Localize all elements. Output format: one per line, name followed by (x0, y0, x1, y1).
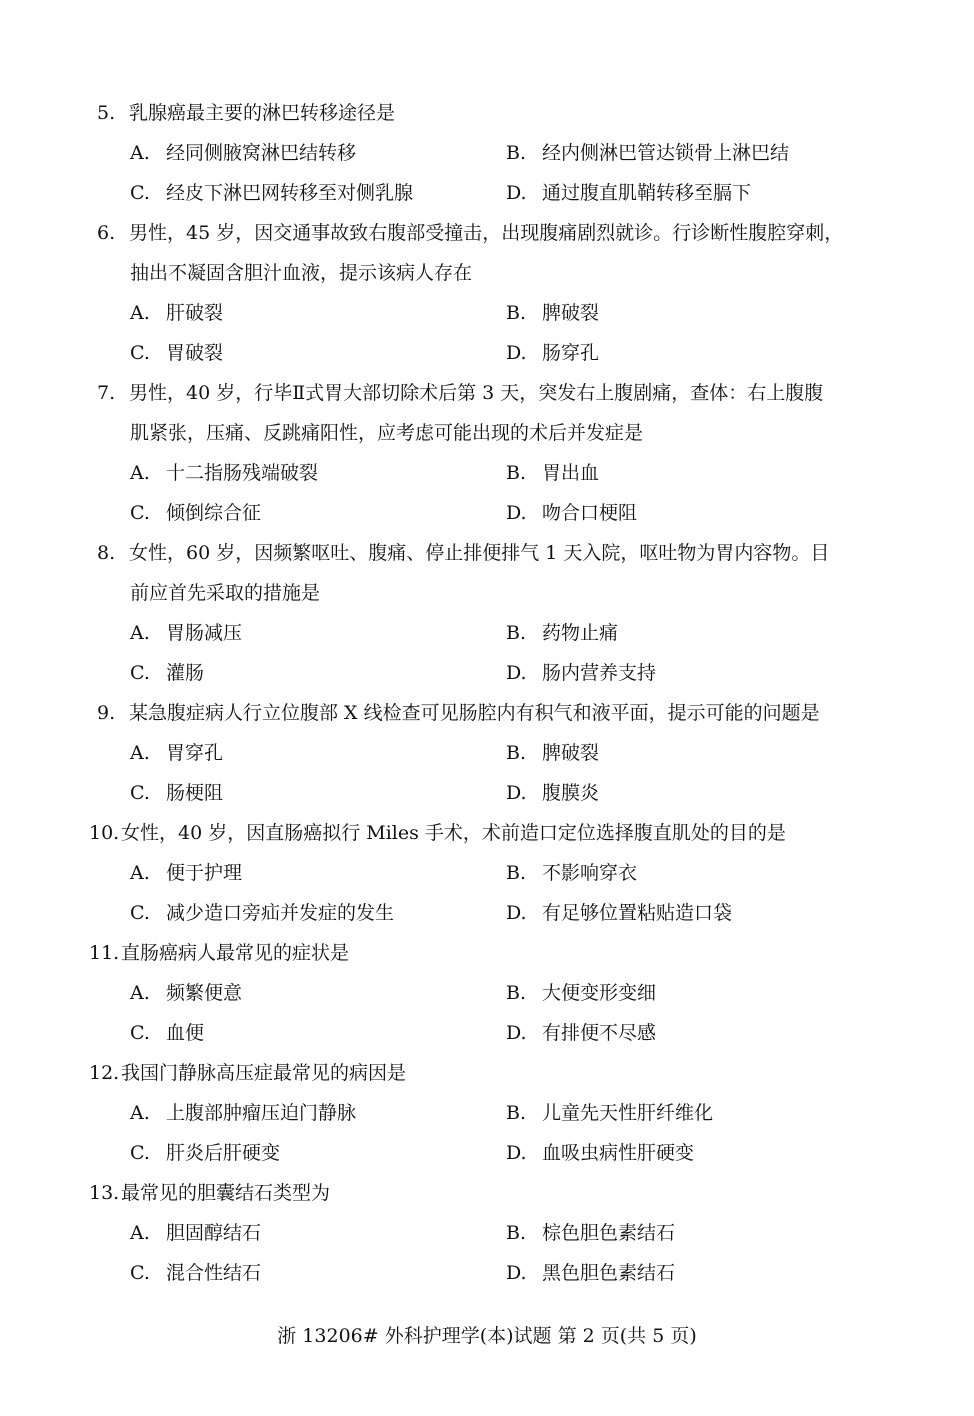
question-stem-continuation (0, 253, 974, 293)
options-row (0, 133, 974, 173)
question-text: 男性，45 岁，因交通事故致右腹部受撞击，出现腹痛剧烈就诊。行诊断性腹腔穿刺， (129, 222, 844, 244)
question-stem-continuation (0, 573, 974, 613)
option-text: 通过腹直肌鞘转移至膈下 (542, 182, 752, 204)
option-letter: D. (506, 342, 527, 364)
question-block (0, 533, 974, 693)
options-row (0, 293, 974, 333)
options-row (0, 1253, 974, 1293)
question-stem (0, 373, 974, 413)
option-text: 血吸虫病性肝硬变 (542, 1142, 695, 1164)
option-letter: C. (130, 182, 150, 204)
question-number: 12. (89, 1062, 120, 1084)
option-text: 棕色胆色素结石 (542, 1222, 676, 1244)
options-row (0, 733, 974, 773)
answer-option (506, 893, 732, 933)
option-letter: C. (130, 1262, 150, 1284)
option-text: 胃出血 (542, 462, 600, 484)
answer-option (130, 893, 394, 933)
option-text: 大便变形变细 (542, 982, 657, 1004)
answer-option (130, 173, 413, 213)
question-block (0, 933, 974, 1053)
options-row (0, 653, 974, 693)
option-text: 药物止痛 (542, 622, 619, 644)
option-letter: D. (506, 1142, 527, 1164)
question-number: 9. (97, 702, 116, 724)
question-block (0, 1173, 974, 1293)
answer-option (506, 493, 637, 533)
question-text: 我国门静脉高压症最常见的病因是 (121, 1062, 407, 1084)
option-letter: D. (506, 182, 527, 204)
option-letter: A. (130, 1102, 150, 1124)
option-letter: D. (506, 782, 527, 804)
question-text: 女性，40 岁，因直肠癌拟行 Miles 手术，术前造口定位选择腹直肌处的目的是 (121, 822, 786, 844)
question-number: 5. (97, 102, 116, 124)
question-stem (0, 213, 974, 253)
answer-option (506, 1013, 656, 1053)
option-text: 便于护理 (166, 862, 243, 884)
answer-option (506, 453, 599, 493)
question-stem (0, 933, 974, 973)
option-text: 上腹部肿瘤压迫门静脉 (166, 1102, 357, 1124)
options-row (0, 173, 974, 213)
answer-option (130, 613, 242, 653)
option-text: 胃肠减压 (166, 622, 243, 644)
question-list (0, 93, 974, 1293)
options-row (0, 613, 974, 653)
question-stem-continuation (0, 413, 974, 453)
question-stem (0, 813, 974, 853)
answer-option (506, 733, 599, 773)
option-letter: B. (506, 462, 527, 484)
question-stem (0, 693, 974, 733)
answer-option (130, 1253, 261, 1293)
question-number: 10. (89, 822, 120, 844)
options-row (0, 1013, 974, 1053)
option-text: 倾倒综合征 (166, 502, 262, 524)
answer-option (130, 293, 223, 333)
option-text: 不影响穿衣 (542, 862, 638, 884)
options-row (0, 1133, 974, 1173)
option-letter: C. (130, 342, 150, 364)
option-letter: C. (130, 662, 150, 684)
option-letter: B. (506, 982, 527, 1004)
option-letter: A. (130, 302, 150, 324)
option-text: 肝炎后肝硬变 (166, 1142, 281, 1164)
answer-option (130, 773, 223, 813)
answer-option (130, 973, 242, 1013)
option-letter: A. (130, 622, 150, 644)
option-text: 肠穿孔 (542, 342, 600, 364)
option-letter: D. (506, 662, 527, 684)
option-text: 频繁便意 (166, 982, 243, 1004)
option-letter: C. (130, 1022, 150, 1044)
option-text: 血便 (166, 1022, 205, 1044)
option-text: 经同侧腋窝淋巴结转移 (166, 142, 357, 164)
options-row (0, 1093, 974, 1133)
option-text: 有足够位置粘贴造口袋 (542, 902, 733, 924)
option-letter: B. (506, 742, 527, 764)
options-row (0, 773, 974, 813)
option-letter: C. (130, 502, 150, 524)
option-text: 胆固醇结石 (166, 1222, 262, 1244)
question-text: 肌紧张，压痛、反跳痛阳性，应考虑可能出现的术后并发症是 (130, 422, 644, 444)
option-text: 灌肠 (166, 662, 205, 684)
question-stem (0, 533, 974, 573)
answer-option (130, 333, 223, 373)
option-letter: C. (130, 782, 150, 804)
question-stem (0, 1173, 974, 1213)
answer-option (130, 133, 356, 173)
answer-option (506, 333, 599, 373)
answer-option (506, 1093, 713, 1133)
answer-option (506, 853, 637, 893)
question-text: 前应首先采取的措施是 (130, 582, 321, 604)
option-text: 胃穿孔 (166, 742, 224, 764)
answer-option (130, 733, 223, 773)
option-text: 儿童先天性肝纤维化 (542, 1102, 714, 1124)
answer-option (506, 1213, 675, 1253)
option-letter: D. (506, 502, 527, 524)
option-text: 混合性结石 (166, 1262, 262, 1284)
option-text: 吻合口梗阻 (542, 502, 638, 524)
question-number: 7. (97, 382, 116, 404)
answer-option (130, 493, 261, 533)
option-letter: D. (506, 902, 527, 924)
question-block (0, 213, 974, 373)
answer-option (506, 133, 789, 173)
options-row (0, 333, 974, 373)
question-number: 6. (97, 222, 116, 244)
question-number: 8. (97, 542, 116, 564)
question-text: 抽出不凝固含胆汁血液，提示该病人存在 (130, 262, 473, 284)
options-row (0, 853, 974, 893)
option-text: 肠内营养支持 (542, 662, 657, 684)
question-stem (0, 1053, 974, 1093)
options-row (0, 453, 974, 493)
option-text: 有排便不尽感 (542, 1022, 657, 1044)
option-text: 十二指肠残端破裂 (166, 462, 319, 484)
option-letter: B. (506, 862, 527, 884)
answer-option (506, 293, 599, 333)
question-text: 某急腹症病人行立位腹部 X 线检查可见肠腔内有积气和液平面，提示可能的问题是 (129, 702, 820, 724)
option-text: 减少造口旁疝并发症的发生 (166, 902, 395, 924)
option-letter: D. (506, 1262, 527, 1284)
option-letter: B. (506, 302, 527, 324)
question-text: 最常见的胆囊结石类型为 (121, 1182, 331, 1204)
answer-option (506, 1253, 675, 1293)
option-text: 经皮下淋巴网转移至对侧乳腺 (166, 182, 414, 204)
question-stem (0, 93, 974, 133)
answer-option (130, 1213, 261, 1253)
question-text: 男性，40 岁，行毕Ⅱ式胃大部切除术后第 3 天，突发右上腹剧痛，查体：右上腹腹 (129, 382, 824, 404)
question-number: 13. (89, 1182, 120, 1204)
question-block (0, 373, 974, 533)
option-text: 黑色胆色素结石 (542, 1262, 676, 1284)
answer-option (506, 973, 656, 1013)
option-letter: A. (130, 462, 150, 484)
question-block (0, 1053, 974, 1173)
answer-option (506, 613, 618, 653)
option-text: 脾破裂 (542, 742, 600, 764)
option-letter: B. (506, 1102, 527, 1124)
question-text: 女性，60 岁，因频繁呕吐、腹痛、停止排便排气 1 天入院，呕吐物为胃内容物。目 (129, 542, 830, 564)
option-letter: B. (506, 1222, 527, 1244)
options-row (0, 493, 974, 533)
option-letter: B. (506, 622, 527, 644)
answer-option (506, 773, 599, 813)
answer-option (506, 173, 751, 213)
answer-option (130, 1013, 204, 1053)
option-letter: C. (130, 902, 150, 924)
option-letter: A. (130, 742, 150, 764)
answer-option (506, 1133, 694, 1173)
options-row (0, 1213, 974, 1253)
option-letter: A. (130, 862, 150, 884)
option-letter: C. (130, 1142, 150, 1164)
answer-option (130, 1093, 356, 1133)
options-row (0, 893, 974, 933)
options-row (0, 973, 974, 1013)
option-text: 肝破裂 (166, 302, 224, 324)
question-number: 11. (89, 942, 120, 964)
answer-option (130, 453, 318, 493)
option-text: 经内侧淋巴管达锁骨上淋巴结 (542, 142, 790, 164)
answer-option (130, 1133, 280, 1173)
option-letter: A. (130, 1222, 150, 1244)
option-letter: B. (506, 142, 527, 164)
answer-option (506, 653, 656, 693)
question-text: 乳腺癌最主要的淋巴转移途径是 (129, 102, 396, 124)
question-block (0, 813, 974, 933)
page-footer: 浙 13206# 外科护理学(本)试题 第 2 页(共 5 页) (277, 1325, 697, 1347)
option-text: 肠梗阻 (166, 782, 224, 804)
question-block (0, 693, 974, 813)
option-text: 脾破裂 (542, 302, 600, 324)
question-block (0, 93, 974, 213)
question-text: 直肠癌病人最常见的症状是 (121, 942, 350, 964)
answer-option (130, 653, 204, 693)
answer-option (130, 853, 242, 893)
option-letter: A. (130, 142, 150, 164)
option-text: 胃破裂 (166, 342, 224, 364)
option-letter: A. (130, 982, 150, 1004)
option-text: 腹膜炎 (542, 782, 600, 804)
option-letter: D. (506, 1022, 527, 1044)
